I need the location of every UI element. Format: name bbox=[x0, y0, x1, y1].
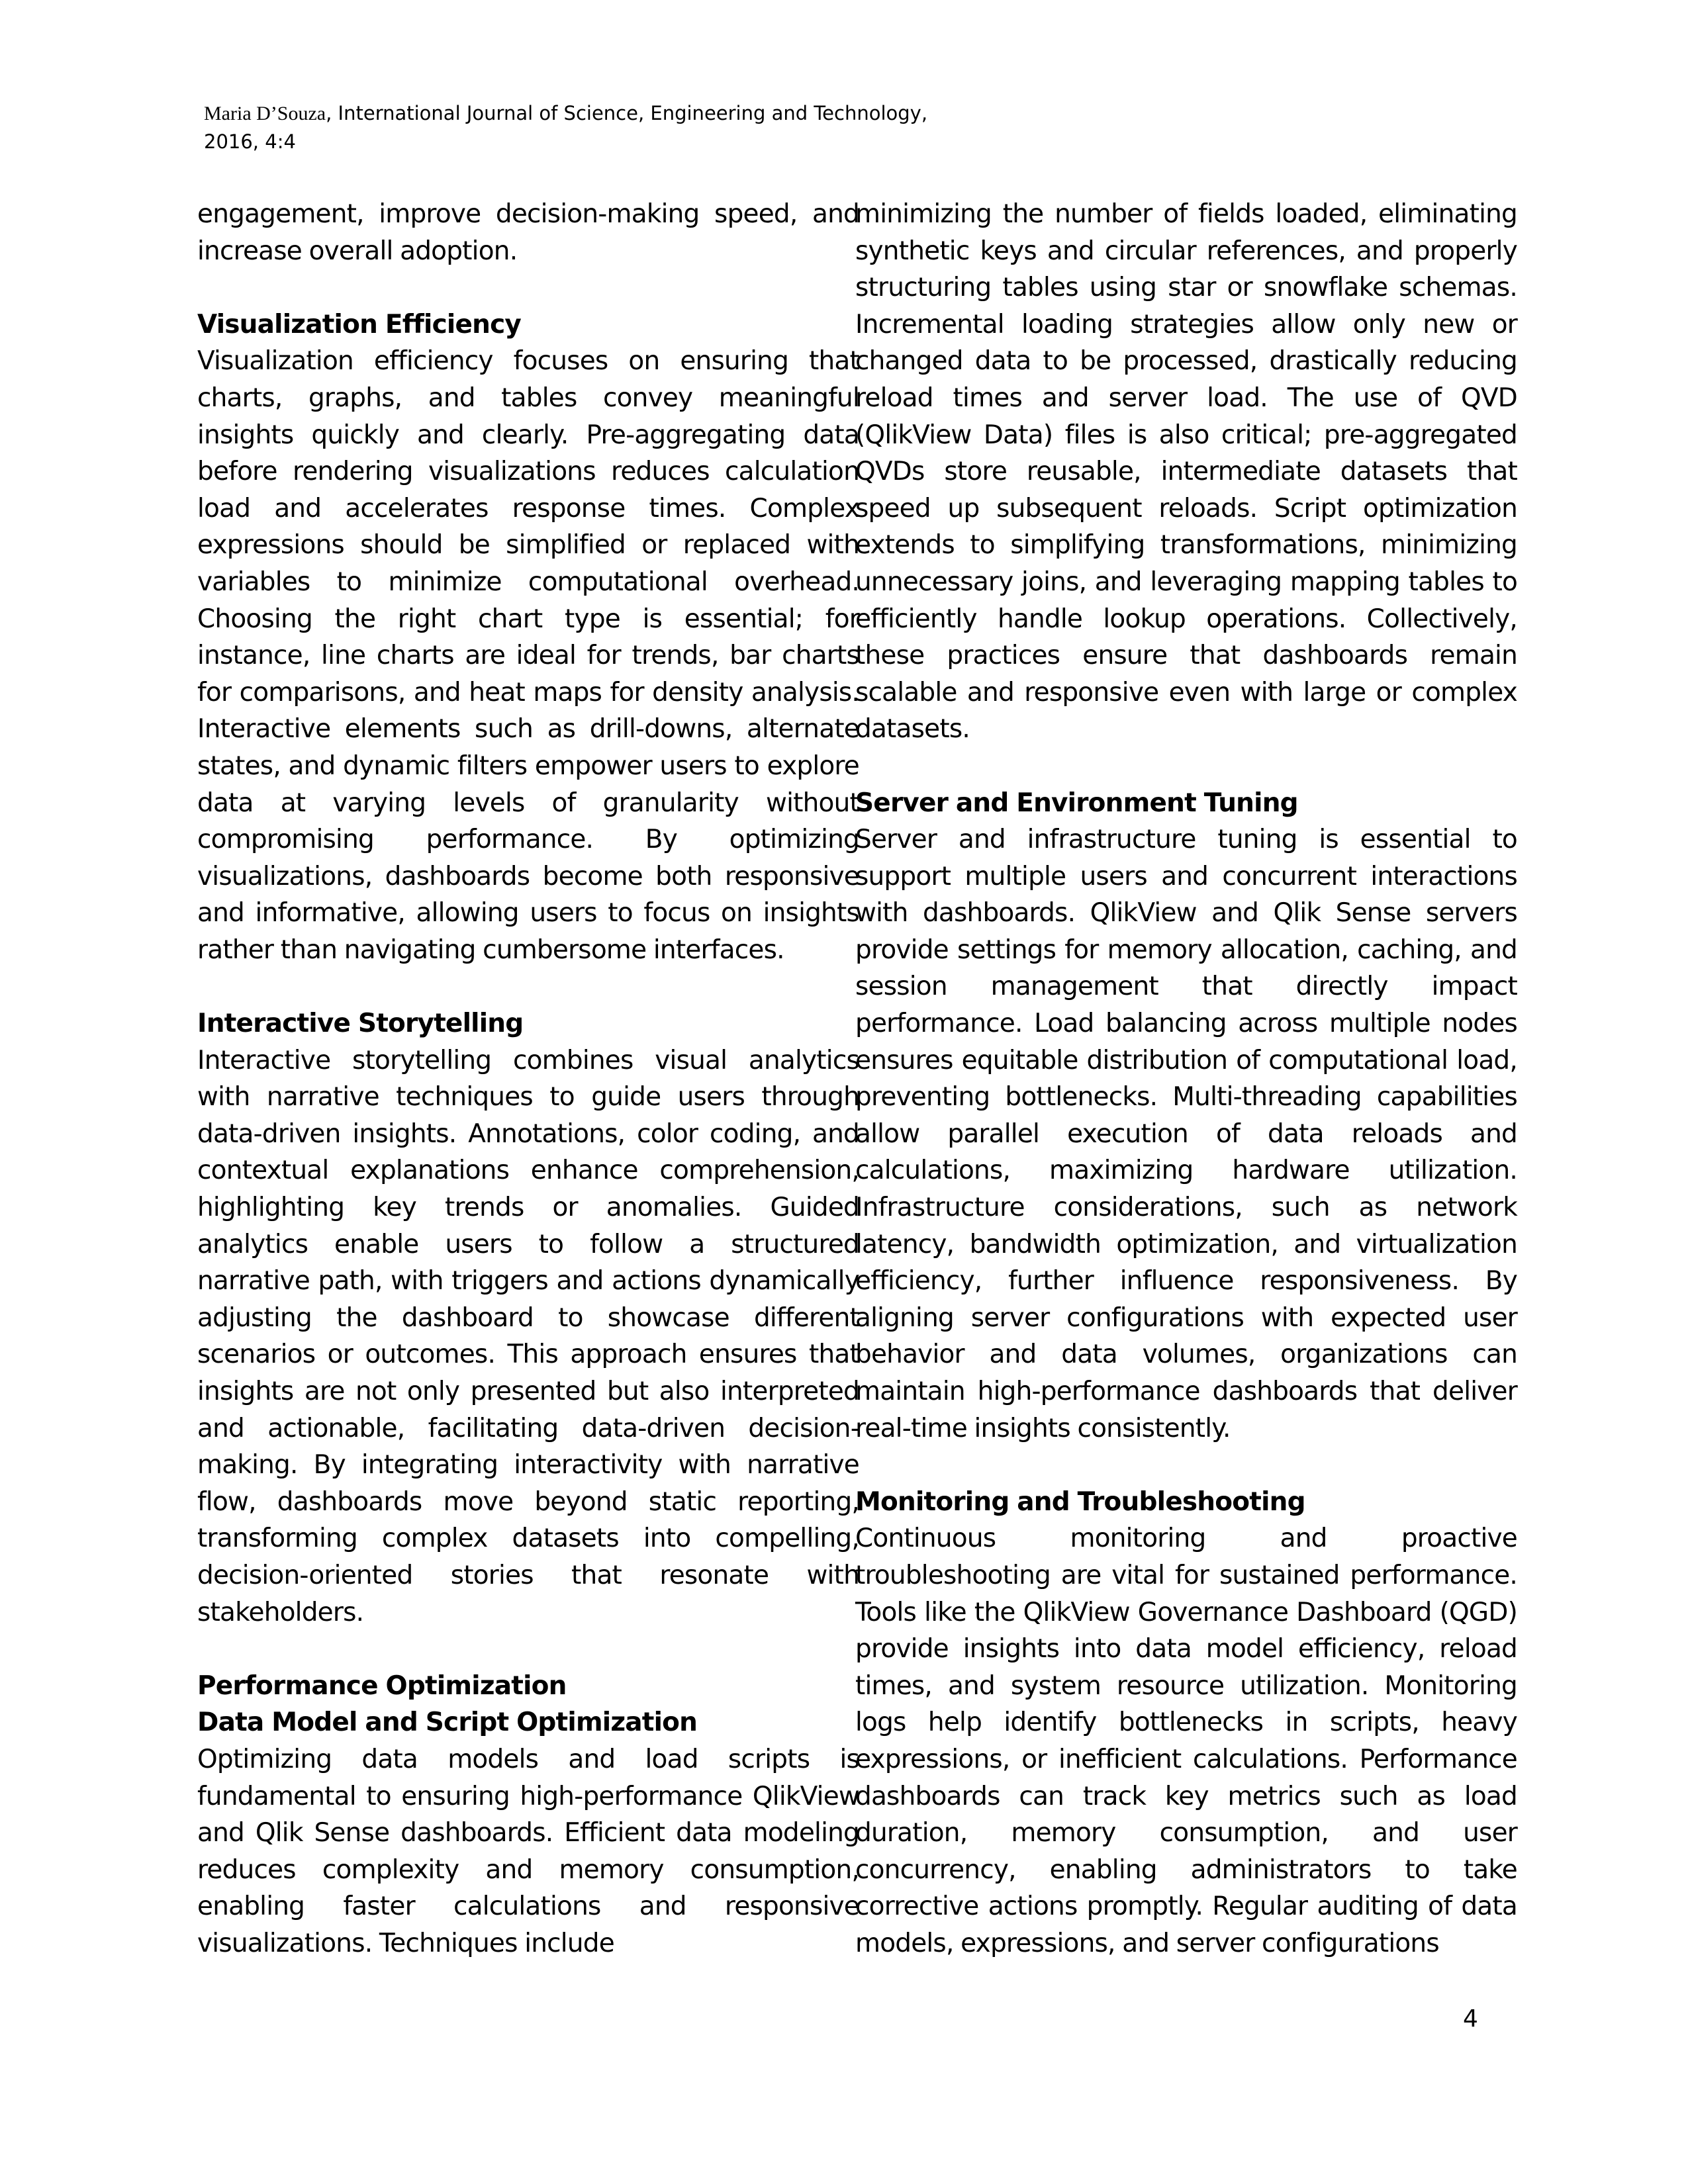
interactive-storytelling-paragraph: Interactive storytelling combines visual analytics with narrative techniques to guide users through data-driven insights. Annotations, color coding, and contextual explanations enhance comprehension, highlighting key trends or anomalies. Guided analytics enable users to follow a structured narrative path, with triggers and actions dynamically adjusting the dashboard to showcase different scenarios or outcomes. This approach ensures that insights are not only presented but also interpreted and actionable, facilitating data-driven decision-making. By integrating interactivity with narrative flow, dashboards move beyond static reporting, transforming complex datasets into compelling, decision-oriented stories that resonate with stakeholders. bbox=[197, 1045, 859, 1627]
performance-optimization-heading: Performance Optimization bbox=[197, 1670, 567, 1701]
intro-continuation-paragraph: engagement, improve decision-making speed, and increase overall adoption. bbox=[197, 199, 859, 266]
server-tuning-paragraph: Server and infrastructure tuning is essential to support multiple users and concurrent interactions with dashboards. QlikView and Qlik Sense servers provide settings for memory allocation, caching, and session management that directly impact performance. Load balancing across multiple nodes ensures equitable distribution of computational load, preventing bottlenecks. Multi-threading capabilities allow parallel execution of data reloads and calculations, maximizing hardware utilization. Infrastructure considerations, such as network latency, bandwidth optimization, and virtualization efficiency, further influence responsiveness. By aligning server configurations with expected user behavior and data volumes, organizations can maintain high-performance dashboards that deliver real-time insights consistently. bbox=[855, 825, 1517, 1443]
right-column bbox=[855, 196, 1517, 1962]
page-number: 4 bbox=[1463, 2005, 1478, 2032]
visualization-efficiency-heading: Visualization Efficiency bbox=[197, 309, 522, 340]
journal-citation: , International Journal of Science, Engineering and Technology, bbox=[326, 102, 928, 124]
data-model-optimization-paragraph: Optimizing data models and load scripts is fundamental to ensuring high-performance QlikView and Qlik Sense dashboards. Efficient data modeling reduces complexity and memory consumption, enabling faster calculations and responsive visualizations. Techniques include bbox=[197, 1744, 859, 1958]
running-head bbox=[204, 99, 998, 156]
interactive-storytelling-heading: Interactive Storytelling bbox=[197, 1009, 524, 1039]
author-name: Maria D’Souza bbox=[204, 103, 326, 124]
left-column bbox=[197, 196, 859, 1962]
monitoring-paragraph: Continuous monitoring and proactive troubleshooting are vital for sustained performance. Tools like the QlikView Governance Dashboard (QGD) provide insights into data model efficiency, reload times, and system resource utilization. Monitoring logs help identify bottlenecks in scripts, heavy expressions, or inefficient calculations. Performance dashboards can track key metrics such as load duration, memory consumption, and user concurrency, enabling administrators to take corrective actions promptly. Regular auditing of data models, expressions, and server configurations bbox=[855, 1524, 1517, 1958]
monitoring-heading: Monitoring and Troubleshooting bbox=[855, 1486, 1305, 1517]
citation-line-1 bbox=[204, 99, 998, 128]
data-model-continuation-paragraph: minimizing the number of fields loaded, eliminating synthetic keys and circular references, and properly structuring tables using star or snowflake schemas. Incremental loading strategies allow only new or changed data to be processed, drastically reducing reload times and server load. The use of QVD (QlikView Data) files is also critical; pre-aggregated QVDs store reusable, intermediate datasets that speed up subsequent reloads. Script optimization extends to simplifying transformations, minimizing unnecessary joins, and leveraging mapping tables to efficiently handle lookup operations. Collectively, these practices ensure that dashboards remain scalable and responsive even with large or complex datasets. bbox=[855, 199, 1517, 745]
data-model-optimization-subheading: Data Model and Script Optimization bbox=[197, 1707, 698, 1738]
server-tuning-heading: Server and Environment Tuning bbox=[855, 788, 1298, 818]
citation-line-2: 2016, 4:4 bbox=[204, 130, 296, 153]
visualization-efficiency-paragraph: Visualization efficiency focuses on ensuring that charts, graphs, and tables convey meaningful insights quickly and clearly. Pre-aggregating data before rendering visualizations reduces calculation load and accelerates response times. Complex expressions should be simplified or replaced with variables to minimize computational overhead. Choosing the right chart type is essential; for instance, line charts are ideal for trends, bar charts for comparisons, and heat maps for density analysis. Interactive elements such as drill-downs, alternate states, and dynamic filters empower users to explore data at varying levels of granularity without compromising performance. By optimizing visualizations, dashboards become both responsive and informative, allowing users to focus on insights rather than navigating cumbersome interfaces. bbox=[197, 346, 859, 965]
